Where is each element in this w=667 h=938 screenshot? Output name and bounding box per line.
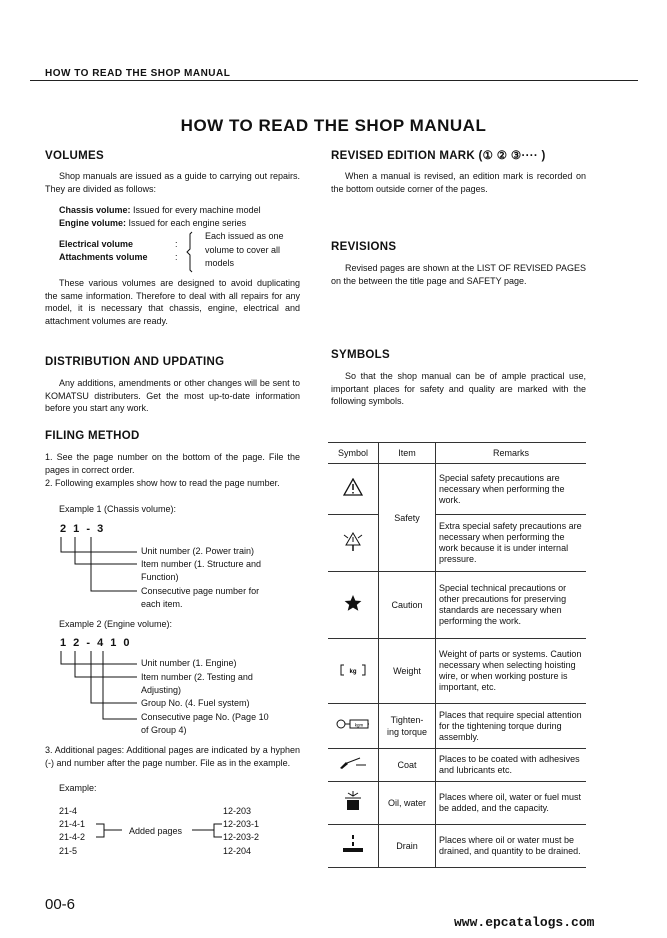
revised-heading: REVISED EDITION MARK (① ② ③···· )	[331, 150, 546, 162]
right-page-2: 12-203-1	[223, 819, 260, 829]
symbols-table	[328, 442, 586, 868]
example-1-line-2: Item number (1. Structure and	[141, 559, 262, 569]
item-oil-water: Oil, water	[379, 782, 436, 825]
colon-1: :	[175, 239, 178, 249]
attachments-volume-label: Attachments volume	[59, 252, 148, 262]
revisions-heading: REVISIONS	[331, 241, 397, 253]
remarks-coat: Places to be coated with adhesives and lubricants etc.	[436, 749, 587, 782]
filing-item-1: 1. See the page number on the bottom of the page. File the pages in correct order.	[45, 452, 300, 475]
item-safety: Safety	[379, 464, 436, 572]
coat-brush-icon	[338, 756, 368, 770]
engine-volume-label: Engine volume:	[59, 218, 127, 228]
engine-volume-text: Issued for each engine series	[128, 218, 247, 228]
right-added-bracket	[192, 818, 224, 844]
left-page-2: 21-4-1	[59, 819, 86, 829]
volumes-intro: Shop manuals are issued as a guide to carrying out repairs. They are divided as follows:	[45, 171, 300, 194]
brace-text-3: models	[205, 258, 235, 268]
item-tightening-2: ing torque	[386, 727, 428, 737]
distribution-heading: DISTRIBUTION AND UPDATING	[45, 356, 225, 368]
remarks-weight: Weight of parts or systems. Caution necessary when selecting hoisting wire, or when working posture is important, etc.	[436, 639, 587, 704]
table-row	[328, 782, 586, 825]
page-number: 00-6	[45, 896, 76, 913]
table-row	[328, 825, 586, 868]
warning-triangle-icon	[343, 478, 363, 496]
right-page-4: 12-204	[223, 846, 252, 856]
engine-volume-line	[59, 217, 246, 229]
star-icon	[344, 594, 362, 612]
volume-brace	[186, 230, 196, 274]
chassis-volume-text: Issued for every machine model	[133, 205, 261, 215]
right-page-1: 12-203	[223, 806, 252, 816]
col-symbol-header: Symbol	[328, 443, 379, 464]
chassis-volume-label: Chassis volume:	[59, 205, 131, 215]
example-1-line-3: Consecutive page number for	[141, 586, 260, 596]
example-2-line-2: Item number (2. Testing and	[141, 672, 253, 682]
symbol-cell	[328, 749, 379, 782]
symbol-cell	[328, 572, 379, 639]
table-header-row	[328, 443, 586, 464]
colon-2: :	[175, 252, 178, 262]
item-coat: Coat	[379, 749, 436, 782]
example-2-leader-lines	[55, 649, 145, 724]
table-row	[328, 572, 586, 639]
remarks-oil-water: Places where oil, water or fuel must be added, and the capacity.	[436, 782, 587, 825]
brace-text-1: Each issued as one	[205, 231, 284, 241]
volumes-para2: These various volumes are designed to avoid duplicating the same information. Therefore to deal with all repairs for any model, it is necessary that chassis, engine, electrical and attachment volumes are ready.	[45, 278, 300, 326]
distribution-text: Any additions, amendments or other changes will be sent to KOMATSU distributers. Get the most up-to-date information before you start any work.	[45, 378, 300, 413]
table-row	[328, 704, 586, 749]
item-drain: Drain	[379, 825, 436, 868]
right-page-3: 12-203-2	[223, 832, 260, 842]
col-item-header: Item	[379, 443, 436, 464]
brace-text-2: volume to cover all	[205, 245, 281, 255]
example-2-line-4: Consecutive page No. (Page 10	[141, 712, 269, 722]
drain-icon	[340, 833, 366, 855]
example-2-label: Example 2 (Engine volume):	[59, 619, 173, 629]
chassis-volume-line	[59, 204, 261, 216]
table-row	[328, 639, 586, 704]
symbols-text: So that the shop manual can be of ample practical use, important places for safety and quality are marked with the following symbols.	[331, 371, 586, 406]
example-label: Example:	[59, 783, 97, 793]
example-1-line-2b: Function)	[141, 572, 179, 582]
example-2-line-4b: of Group 4)	[141, 725, 187, 735]
volumes-heading: VOLUMES	[45, 150, 104, 162]
example-2-line-1: Unit number (1. Engine)	[141, 658, 237, 668]
symbol-cell	[328, 782, 379, 825]
symbol-cell	[328, 515, 379, 572]
example-1-leader-lines	[55, 535, 145, 610]
remarks-torque: Places that require special attention for the tightening torque during assembly.	[436, 704, 587, 749]
symbols-heading: SYMBOLS	[331, 349, 390, 361]
remarks-drain: Places where oil or water must be drained, and quantity to be drained.	[436, 825, 587, 868]
item-tightening-torque	[379, 704, 436, 749]
table-row	[328, 464, 586, 515]
svg-text:kg: kg	[349, 668, 357, 675]
left-added-bracket	[94, 818, 124, 844]
example-1-code: 2 1 - 3	[60, 523, 106, 535]
header-rule	[30, 80, 638, 81]
symbol-cell	[328, 704, 379, 749]
item-weight: Weight	[379, 639, 436, 704]
remarks-caution: Special technical precautions or other precautions for preserving standards are necessary when performing the work.	[436, 572, 587, 639]
torque-wrench-icon	[336, 717, 370, 731]
example-1-line-3b: each item.	[141, 599, 183, 609]
filing-item-3: 3. Additional pages: Additional pages are indicated by a hyphen (-) and number after the page number. File as in the example.	[45, 745, 300, 768]
table-row	[328, 749, 586, 782]
added-pages-label: Added pages	[129, 826, 183, 836]
left-page-4: 21-5	[59, 846, 78, 856]
pressure-spring-icon	[342, 530, 364, 552]
col-remarks-header: Remarks	[436, 443, 587, 464]
running-header: HOW TO READ THE SHOP MANUAL	[45, 68, 231, 79]
symbol-cell	[328, 639, 379, 704]
remarks-pressure: Extra special safety precautions are necessary when performing the work because it is under internal pressure.	[436, 515, 587, 572]
example-2-line-3: Group No. (4. Fuel system)	[141, 698, 250, 708]
example-2-line-2b: Adjusting)	[141, 685, 182, 695]
item-tightening-1: Tighten-	[390, 715, 424, 725]
electrical-volume-label: Electrical volume	[59, 239, 134, 249]
watermark-link[interactable]: www.epcatalogs.com	[454, 915, 595, 930]
example-2-code: 1 2 - 4 1 0	[60, 637, 132, 649]
revisions-text: Revised pages are shown at the LIST OF REVISED PAGES on the between the title page and SAFETY page.	[331, 263, 586, 286]
left-page-1: 21-4	[59, 806, 78, 816]
oil-can-icon	[342, 790, 364, 812]
filing-heading: FILING METHOD	[45, 430, 140, 442]
symbol-cell	[328, 825, 379, 868]
example-1-label: Example 1 (Chassis volume):	[59, 504, 177, 514]
example-1-line-1: Unit number (2. Power train)	[141, 546, 255, 556]
revised-text: When a manual is revised, an edition mark is recorded on the bottom outside corner of the pages.	[331, 171, 586, 194]
item-caution: Caution	[379, 572, 436, 639]
svg-text:kgm: kgm	[354, 722, 364, 727]
remarks-safety: Special safety precautions are necessary when performing the work.	[436, 464, 587, 515]
page-title: HOW TO READ THE SHOP MANUAL	[180, 116, 487, 135]
left-page-3: 21-4-2	[59, 832, 86, 842]
weight-kg-icon	[340, 661, 366, 677]
symbol-cell	[328, 464, 379, 515]
table-row	[328, 515, 586, 572]
filing-item-2: 2. Following examples show how to read the page number.	[45, 478, 280, 488]
